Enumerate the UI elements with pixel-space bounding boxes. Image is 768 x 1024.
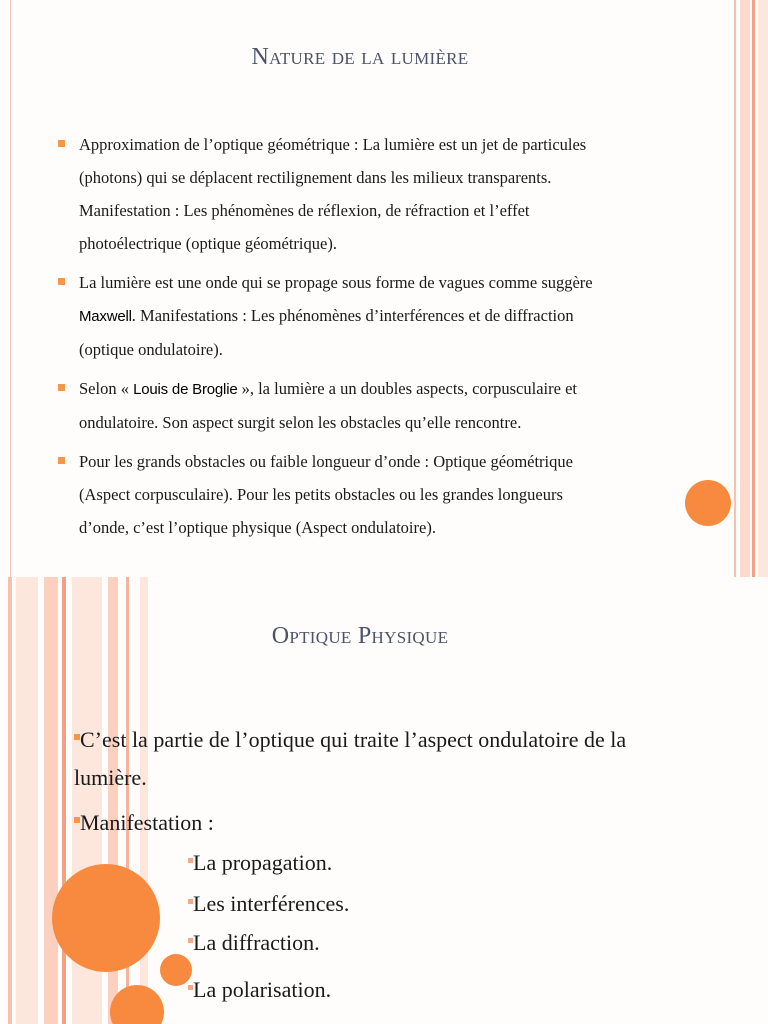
slide-title: Optique Physique <box>271 623 449 649</box>
name-highlight: Maxwell <box>79 308 132 325</box>
bullet-icon <box>58 278 65 285</box>
decorative-circle <box>685 480 731 526</box>
bullet-icon <box>74 734 80 740</box>
bullet-icon <box>188 858 193 863</box>
list-item: La propagation. <box>188 850 332 876</box>
list-item: La lumière est une onde qui se propage sous forme de vagues comme suggère Maxwell. Manifestations : Les phénomènes d’interférences et de diffraction (optique ondulatoire). <box>58 266 698 366</box>
bullet-icon <box>74 817 80 823</box>
list-item: Les interférences. <box>188 891 349 917</box>
bullet-icon <box>58 457 65 464</box>
list-item: Pour les grands obstacles ou faible longueur d’onde : Optique géométrique (Aspect corpusculaire). Pour les petits obstacles ou les grandes longueurs d’onde, c’est l’optique physique (Aspect ondulatoire). <box>58 445 698 544</box>
slide-border <box>10 0 11 577</box>
list-item: La polarisation. <box>188 977 331 1003</box>
list-item: Selon « Louis de Broglie », la lumière a un doubles aspects, corpusculaire et ondulatoire. Son aspect surgit selon les obstacles qu’elle rencontre. <box>58 372 698 439</box>
intro-text: C’est la partie de l’optique qui traite l’aspect ondulatoire de la <box>74 727 626 753</box>
list-item: La diffraction. <box>188 930 320 956</box>
slide-title: Nature de la lumière <box>251 44 469 70</box>
intro-text-continued: lumière. <box>74 765 147 790</box>
bullet-icon <box>188 985 193 990</box>
bullet-list <box>58 128 698 550</box>
slide-2 <box>0 577 768 1024</box>
manifestation-label: Manifestation : <box>74 810 214 836</box>
decorative-circle-large <box>52 864 160 972</box>
bullet-icon <box>58 384 65 391</box>
bullet-icon <box>188 899 193 904</box>
decorative-stripes <box>734 0 768 577</box>
name-highlight: Louis de Broglie <box>133 381 238 398</box>
bullet-icon <box>188 938 193 943</box>
bullet-icon <box>58 140 65 147</box>
list-item: Approximation de l’optique géométrique : La lumière est un jet de particules (photons) qui se déplacent rectilignement dans les milieux transparents. Manifestation : Les phénomènes de réflexion, de réfraction et l’effet photoélectrique (optique géométrique). <box>58 128 698 260</box>
